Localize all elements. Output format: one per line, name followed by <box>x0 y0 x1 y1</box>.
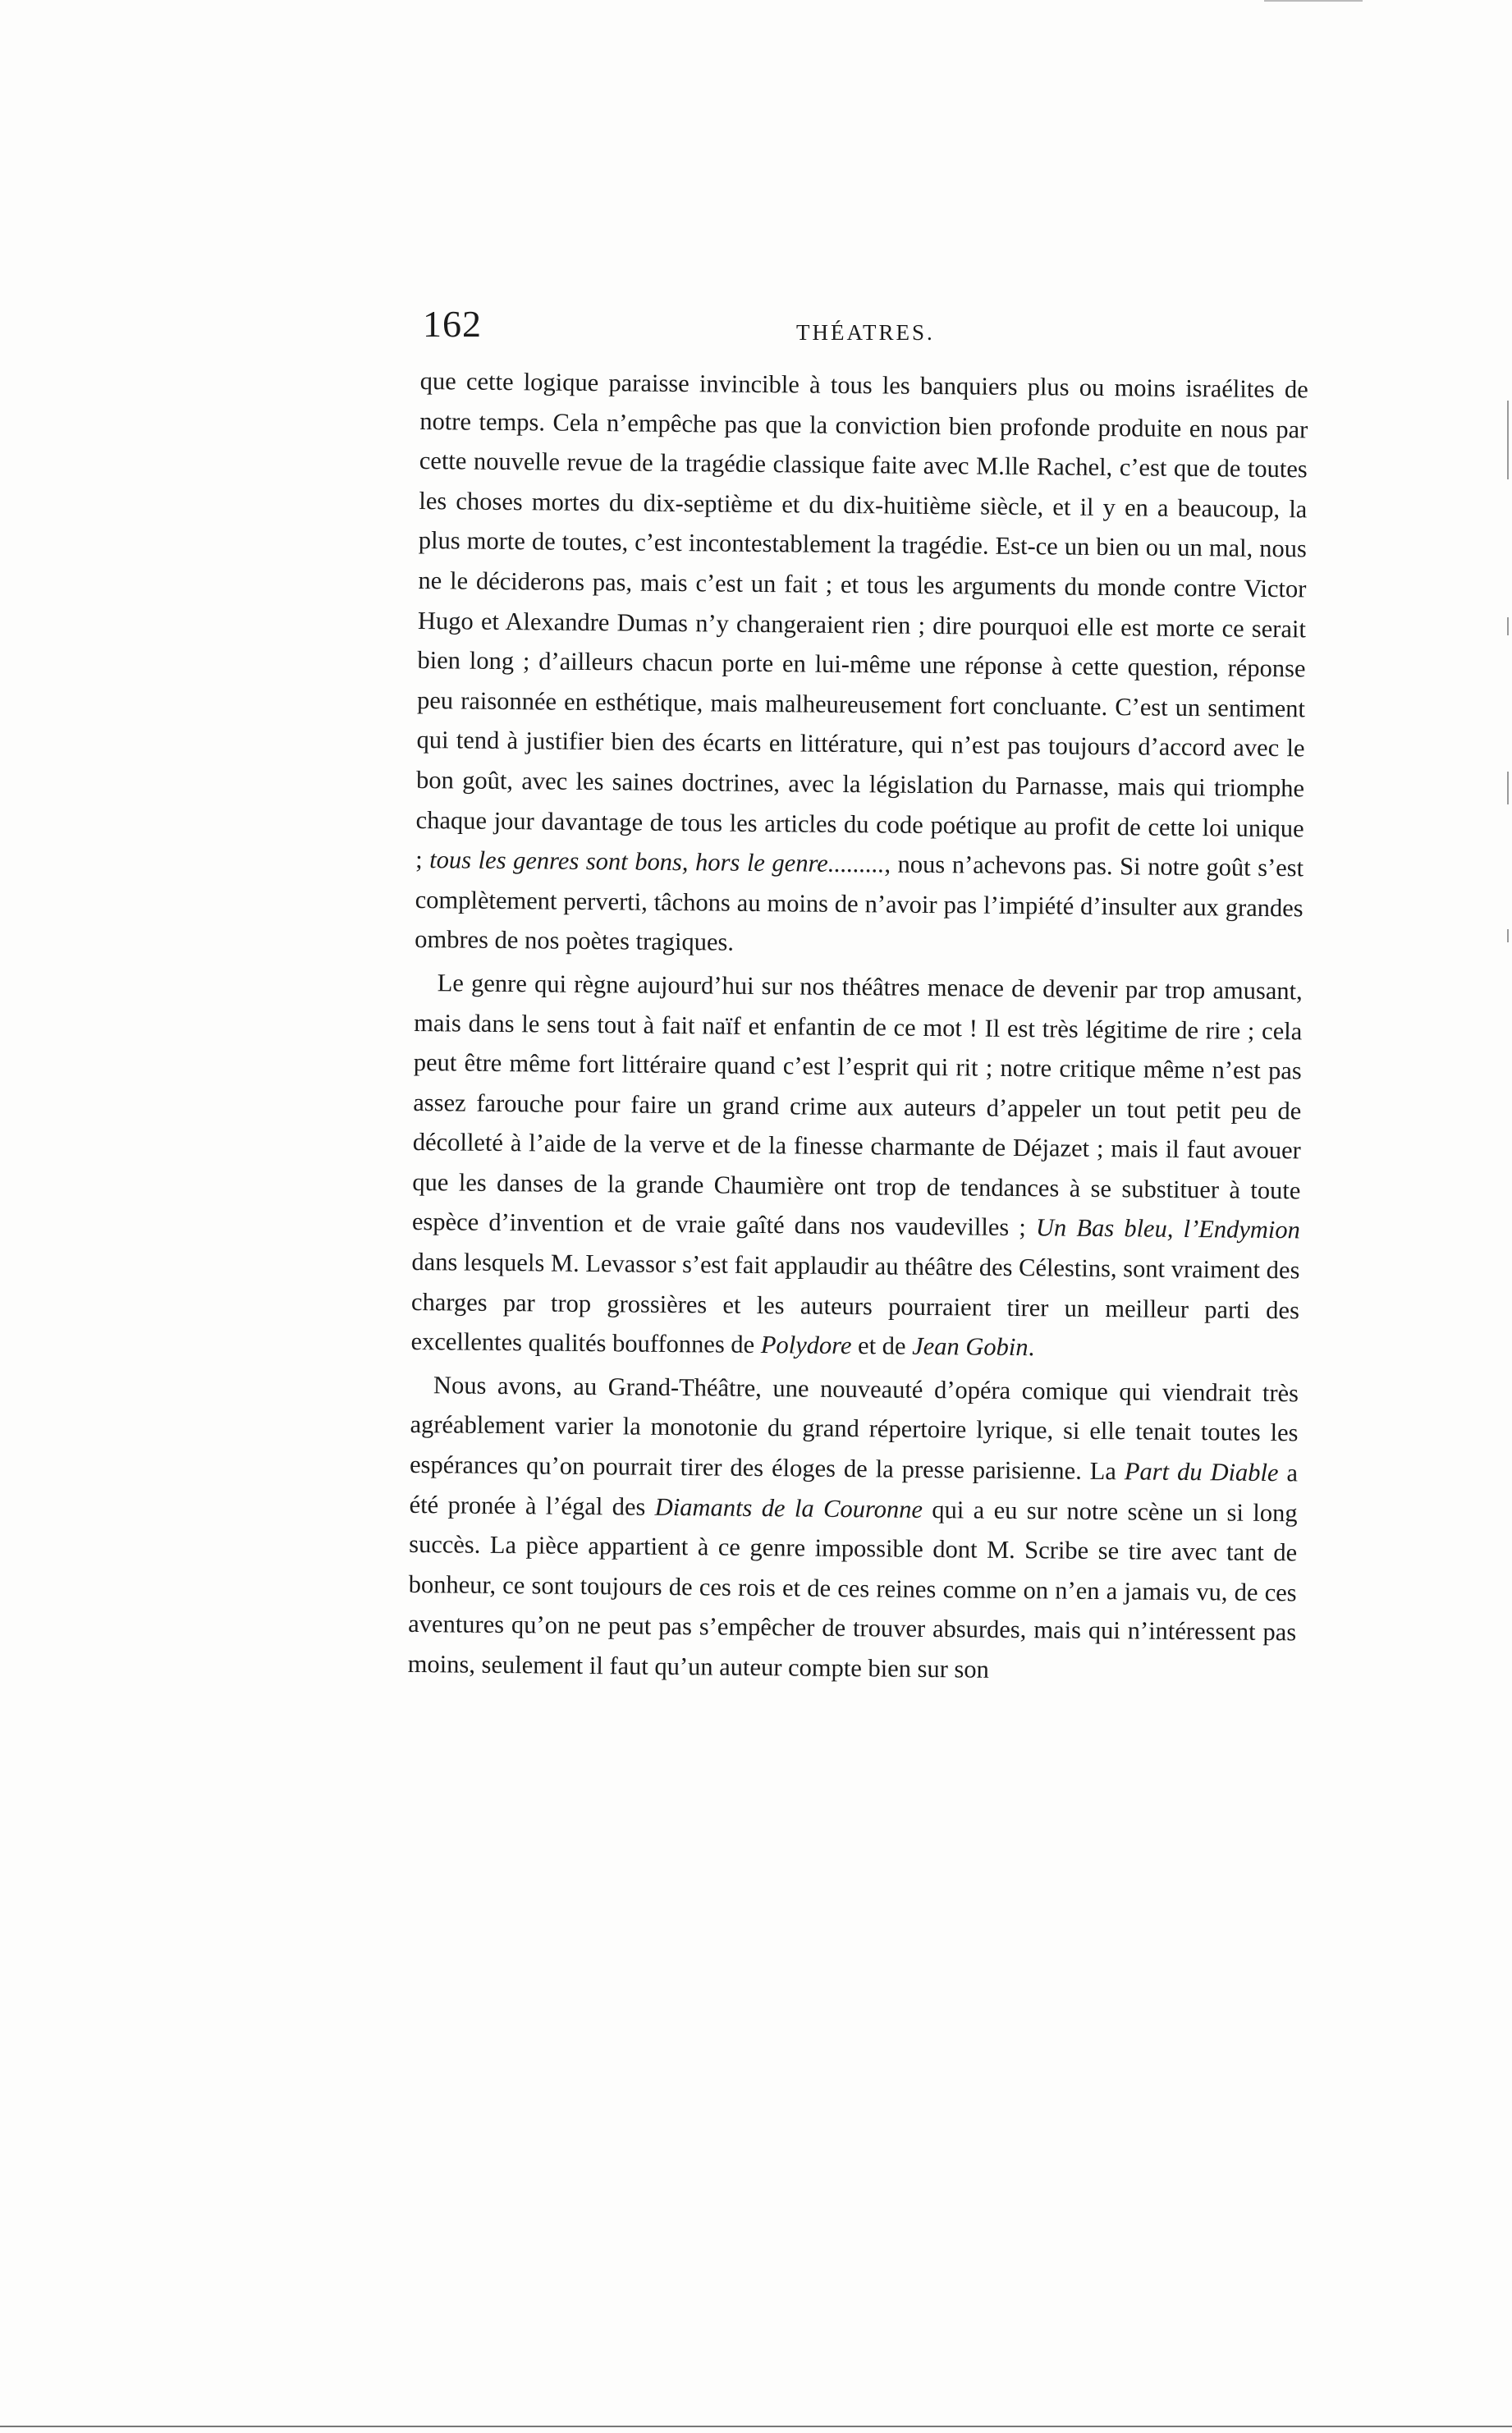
scan-edge-bottom <box>0 2426 1512 2427</box>
italic-segment: Diamants de la Couronne <box>654 1492 923 1523</box>
scan-edge-top <box>1264 0 1363 2</box>
scan-edge-mark <box>1507 617 1509 635</box>
scan-edge-mark <box>1507 401 1509 479</box>
italic-segment: Un Bas bleu, l’Endymion <box>1035 1213 1301 1244</box>
text-segment: , nous n’achevons pas. Si notre goût s’est complètement perverti, tâchons au moins de n’avoir pas l’impiété d’insulter aux grandes ombres de nos poètes tragiques. <box>415 850 1304 957</box>
paragraph-3 <box>408 1365 1299 1693</box>
italic-segment: tous les genres sont bons, hors le genre......... <box>429 845 885 878</box>
body-text <box>408 361 1308 1693</box>
text-segment: et de <box>851 1331 913 1361</box>
text-segment: que cette logique paraisse invincible à tous les banquiers plus ou moins israélites de notre temps. Cela n’empêche pas que la conviction bien profonde produite en nous par cette nouvelle revue de la tragédie classique faite avec M.lle Rachel, c’est que de toutes les choses mortes du dix-septième et du dix-huitième siècle, et il y en a beaucoup, la plus morte de toutes, c’est incontestablement la tragédie. Est-ce un bien ou un mal, nous ne le déciderons pas, mais c’est un fait ; et tous les arguments du monde contre Victor Hugo et Alexandre Dumas n’y changeraient rien ; dire pourquoi elle est morte ce serait bien long ; d’ailleurs chacun porte en lui-même une réponse à cette question, réponse peu raisonnée en esthétique, mais malheureusement fort concluante. C’est un sentiment qui tend à justifier bien des écarts en littérature, qui n’est pas toujours d’accord avec le bon goût, avec les saines doctrines, avec la législation du Parnasse, mais qui triomphe chaque jour davantage de tous les articles du code poétique au profit de cette loi unique ; <box>415 366 1308 874</box>
paragraph-2 <box>410 963 1303 1370</box>
text-segment: dans lesquels M. Levassor s’est fait applaudir au théâtre des Célestins, sont vraiment des charges par trop grossières et les auteurs pourraient tirer un meilleur parti des excellentes qualités bouffonnes de <box>410 1248 1300 1359</box>
running-head: THÉATRES. <box>796 320 935 345</box>
text-segment: . <box>1028 1333 1035 1362</box>
italic-segment: Part du Diable <box>1124 1457 1279 1487</box>
text-segment: qui a eu sur notre scène un si long succès. La pièce appartient à ce genre impossible dont M. Scribe se tire avec tant de bonheur, ce sont toujours de ces rois et de ces reines comme on n’en a jamais vu, de ces aventures qu’on ne peut pas s’empêcher de trouver absurdes, mais qui n’intéressent pas moins, seulement il faut qu’un auteur compte bien sur son <box>407 1495 1298 1684</box>
text-segment: Le genre qui règne aujourd’hui sur nos théâtres menace de devenir par trop amusant, mais dans le sens tout à fait naïf et enfantin de ce mot ! Il est très légitime de rire ; cela peut être même fort littéraire quand c’est l’esprit qui rit ; notre critique même n’est pas assez farouche pour faire un grand crime aux auteurs d’appeler un tout petit peu de décolleté à l’aide de la verve et de la finesse charmante de Déjazet ; mais il faut avouer que les danses de la grande Chaumière ont trop de tendances à se substituer à toute espèce d’invention et de vraie gaîté dans nos vaudevilles ; <box>411 969 1303 1242</box>
text-segment: Nous avons, au Grand-Théâtre, une nouveauté d’opéra comique qui viendrait très agréablement varier la monotonie du grand répertoire lyrique, si elle tenait toutes les espérances qu’on pourrait tirer des éloges de la presse parisienne. La <box>409 1371 1299 1486</box>
page-header <box>423 302 1309 360</box>
italic-segment: Polydore <box>760 1331 852 1360</box>
text-segment: a été pronée à l’égal des <box>409 1459 1299 1521</box>
italic-segment: Jean Gobin <box>912 1332 1029 1362</box>
scan-edge-mark <box>1507 772 1509 804</box>
scan-edge-mark <box>1507 929 1509 942</box>
page-number: 162 <box>423 303 482 345</box>
paragraph-1 <box>415 361 1308 968</box>
